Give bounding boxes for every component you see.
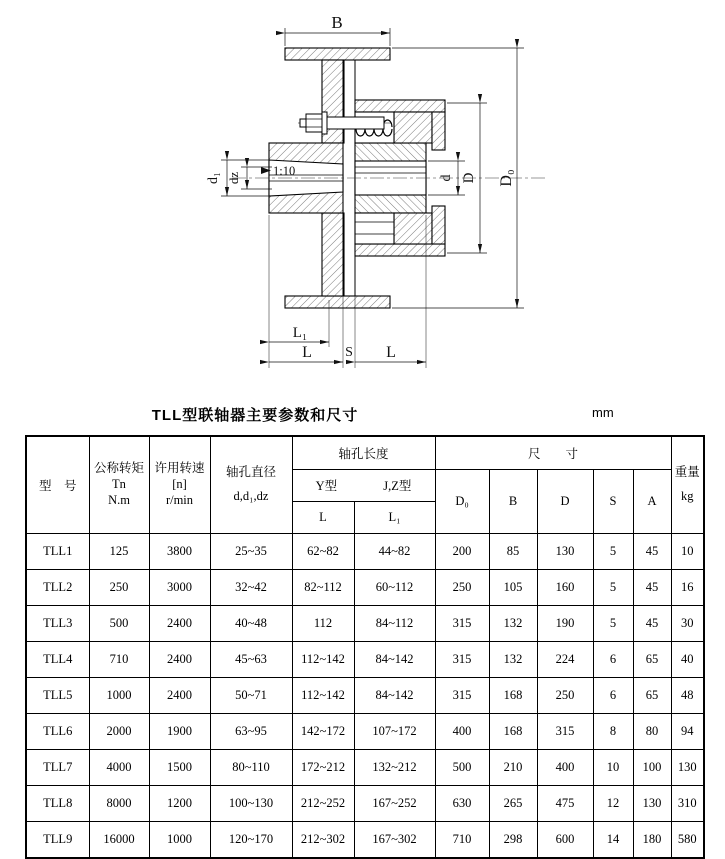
table-cell: 5 bbox=[593, 605, 633, 641]
table-body bbox=[26, 533, 704, 858]
table-cell: 45 bbox=[633, 533, 671, 569]
col-header-L1: L₁ bbox=[354, 501, 435, 533]
table-cell: 630 bbox=[435, 785, 489, 821]
table-cell: 48 bbox=[671, 677, 704, 713]
torque-line2: Tn bbox=[112, 476, 126, 491]
table-cell: 210 bbox=[489, 749, 537, 785]
table-row bbox=[26, 533, 704, 569]
table-cell: 84~142 bbox=[354, 677, 435, 713]
bore-dia-line2: d,d₁,dz bbox=[233, 488, 269, 503]
table-cell: 1200 bbox=[149, 785, 210, 821]
table-cell: TLL8 bbox=[26, 785, 89, 821]
table-cell: 12 bbox=[593, 785, 633, 821]
table-title-row bbox=[0, 404, 725, 428]
dim-label-D: D bbox=[461, 172, 477, 184]
table-cell: 500 bbox=[89, 605, 149, 641]
table-cell: 85 bbox=[489, 533, 537, 569]
table-cell: 80 bbox=[633, 713, 671, 749]
table-cell: 500 bbox=[435, 749, 489, 785]
table-cell: 475 bbox=[537, 785, 593, 821]
table-cell: 580 bbox=[671, 821, 704, 858]
table-cell: 2400 bbox=[149, 641, 210, 677]
table-cell: 60~112 bbox=[354, 569, 435, 605]
col-header-types bbox=[292, 469, 435, 501]
table-cell: 130 bbox=[671, 749, 704, 785]
table-cell: 44~82 bbox=[354, 533, 435, 569]
table-cell: TLL5 bbox=[26, 677, 89, 713]
table-cell: 6 bbox=[593, 677, 633, 713]
weight-line1: 重量 bbox=[674, 465, 700, 480]
table-cell: 4000 bbox=[89, 749, 149, 785]
table-cell: 160 bbox=[537, 569, 593, 605]
table-title: TLL型联轴器主要参数和尺寸 bbox=[151, 407, 359, 424]
table-cell: 112 bbox=[292, 605, 354, 641]
table-cell: 30 bbox=[671, 605, 704, 641]
col-header-B: B bbox=[489, 469, 537, 533]
bore-dia-line1: 轴孔直径 bbox=[225, 465, 276, 480]
table-cell: 315 bbox=[435, 641, 489, 677]
coupling-section-drawing bbox=[0, 0, 725, 395]
table-cell: 65 bbox=[633, 677, 671, 713]
torque-line1: 公称转矩 bbox=[93, 461, 144, 476]
table-cell: 16 bbox=[671, 569, 704, 605]
table-cell: 180 bbox=[633, 821, 671, 858]
table-cell: 710 bbox=[435, 821, 489, 858]
col-header-bore-length: 轴孔长度 bbox=[292, 436, 435, 469]
table-cell: 45 bbox=[633, 605, 671, 641]
table-cell: 224 bbox=[537, 641, 593, 677]
col-header-model: 型 号 bbox=[26, 436, 89, 533]
table-cell: 25~35 bbox=[210, 533, 292, 569]
table-cell: 1900 bbox=[149, 713, 210, 749]
table-cell: 45 bbox=[633, 569, 671, 605]
table-unit: mm bbox=[592, 405, 614, 420]
table-cell: 100~130 bbox=[210, 785, 292, 821]
table-cell: 80~110 bbox=[210, 749, 292, 785]
table-cell: TLL6 bbox=[26, 713, 89, 749]
dim-label-L-right: L bbox=[386, 344, 396, 361]
table-cell: 120~170 bbox=[210, 821, 292, 858]
table-cell: 32~42 bbox=[210, 569, 292, 605]
table-row bbox=[26, 713, 704, 749]
table-row bbox=[26, 605, 704, 641]
weight-line2: kg bbox=[681, 488, 694, 503]
table-cell: 190 bbox=[537, 605, 593, 641]
dim-label-L1: L₁ bbox=[292, 325, 308, 341]
col-header-S: S bbox=[593, 469, 633, 533]
table-cell: 40~48 bbox=[210, 605, 292, 641]
table-cell: 84~142 bbox=[354, 641, 435, 677]
y-type-label: Y型 bbox=[315, 479, 338, 493]
table-cell: 132~212 bbox=[354, 749, 435, 785]
table-cell: 710 bbox=[89, 641, 149, 677]
table-cell: 10 bbox=[671, 533, 704, 569]
coupling-drawing-area bbox=[0, 0, 725, 395]
table-row bbox=[26, 641, 704, 677]
dim-label-dz: dz bbox=[226, 171, 241, 185]
col-header-D0: D₀ bbox=[435, 469, 489, 533]
table-cell: 132 bbox=[489, 641, 537, 677]
table-cell: 65 bbox=[633, 641, 671, 677]
table-cell: 112~142 bbox=[292, 641, 354, 677]
table-cell: 400 bbox=[435, 713, 489, 749]
table-cell: 600 bbox=[537, 821, 593, 858]
table-row bbox=[26, 749, 704, 785]
table-row bbox=[26, 569, 704, 605]
col-header-speed bbox=[149, 436, 210, 533]
table-cell: 132 bbox=[489, 605, 537, 641]
table-row bbox=[26, 785, 704, 821]
table-cell: 100 bbox=[633, 749, 671, 785]
taper-annotation bbox=[261, 164, 295, 178]
table-cell: 1500 bbox=[149, 749, 210, 785]
table-cell: 1000 bbox=[89, 677, 149, 713]
table-cell: 3800 bbox=[149, 533, 210, 569]
table-cell: 107~172 bbox=[354, 713, 435, 749]
table-cell: 310 bbox=[671, 785, 704, 821]
table-cell: TLL2 bbox=[26, 569, 89, 605]
table-cell: 2000 bbox=[89, 713, 149, 749]
speed-line2: [n] bbox=[172, 476, 187, 491]
table-cell: 130 bbox=[633, 785, 671, 821]
table-row bbox=[26, 677, 704, 713]
table-cell: 8000 bbox=[89, 785, 149, 821]
table-cell: 250 bbox=[89, 569, 149, 605]
table-cell: 250 bbox=[435, 569, 489, 605]
table-cell: 50~71 bbox=[210, 677, 292, 713]
col-header-A: A bbox=[633, 469, 671, 533]
dim-label-B: B bbox=[331, 13, 343, 32]
col-header-L: L bbox=[292, 501, 354, 533]
table-cell: 63~95 bbox=[210, 713, 292, 749]
table-cell: 130 bbox=[537, 533, 593, 569]
table-cell: 167~302 bbox=[354, 821, 435, 858]
table-cell: 142~172 bbox=[292, 713, 354, 749]
speed-line1: 许用转速 bbox=[154, 461, 205, 476]
coupling-parameter-table bbox=[25, 435, 705, 859]
col-header-D: D bbox=[537, 469, 593, 533]
table-cell: 2400 bbox=[149, 605, 210, 641]
table-cell: 40 bbox=[671, 641, 704, 677]
table-cell: 212~302 bbox=[292, 821, 354, 858]
table-cell: 5 bbox=[593, 533, 633, 569]
col-header-torque bbox=[89, 436, 149, 533]
table-cell: 10 bbox=[593, 749, 633, 785]
table-cell: 200 bbox=[435, 533, 489, 569]
dim-B bbox=[285, 13, 390, 46]
table-cell: 298 bbox=[489, 821, 537, 858]
table-cell: TLL7 bbox=[26, 749, 89, 785]
col-header-bore-diameter bbox=[210, 436, 292, 533]
table-cell: 168 bbox=[489, 677, 537, 713]
table-cell: 2400 bbox=[149, 677, 210, 713]
table-cell: 172~212 bbox=[292, 749, 354, 785]
table-cell: 94 bbox=[671, 713, 704, 749]
dim-label-S: S bbox=[345, 345, 353, 360]
table-cell: 168 bbox=[489, 713, 537, 749]
table-cell: TLL4 bbox=[26, 641, 89, 677]
table-cell: 45~63 bbox=[210, 641, 292, 677]
table-cell: 1000 bbox=[149, 821, 210, 858]
dim-label-L-left: L bbox=[302, 344, 312, 361]
table-cell: 315 bbox=[435, 677, 489, 713]
table-cell: 167~252 bbox=[354, 785, 435, 821]
table-cell: TLL3 bbox=[26, 605, 89, 641]
dim-label-d: d bbox=[439, 174, 454, 182]
table-cell: 82~112 bbox=[292, 569, 354, 605]
table-cell: 125 bbox=[89, 533, 149, 569]
dim-label-d1: d₁ bbox=[206, 172, 221, 184]
col-header-dimensions: 尺 寸 bbox=[435, 436, 671, 469]
table-cell: 16000 bbox=[89, 821, 149, 858]
jz-type-label: J,Z型 bbox=[383, 479, 412, 493]
table-cell: 3000 bbox=[149, 569, 210, 605]
table-cell: 105 bbox=[489, 569, 537, 605]
table-cell: 315 bbox=[537, 713, 593, 749]
table-cell: 265 bbox=[489, 785, 537, 821]
table-row bbox=[26, 821, 704, 858]
table-cell: 14 bbox=[593, 821, 633, 858]
table-cell: TLL9 bbox=[26, 821, 89, 858]
table-cell: 400 bbox=[537, 749, 593, 785]
table-cell: 250 bbox=[537, 677, 593, 713]
taper-label: 1:10 bbox=[273, 164, 296, 178]
table-cell: 112~142 bbox=[292, 677, 354, 713]
table-cell: 315 bbox=[435, 605, 489, 641]
table-cell: 8 bbox=[593, 713, 633, 749]
table-cell: 6 bbox=[593, 641, 633, 677]
col-header-weight bbox=[671, 436, 704, 533]
torque-line3: N.m bbox=[108, 492, 130, 507]
table-cell: 84~112 bbox=[354, 605, 435, 641]
table-cell: 212~252 bbox=[292, 785, 354, 821]
dim-label-D0: D₀ bbox=[498, 169, 515, 187]
table-cell: TLL1 bbox=[26, 533, 89, 569]
table-cell: 5 bbox=[593, 569, 633, 605]
speed-line3: r/min bbox=[165, 492, 194, 507]
dim-L1 bbox=[269, 215, 329, 368]
table-cell: 62~82 bbox=[292, 533, 354, 569]
